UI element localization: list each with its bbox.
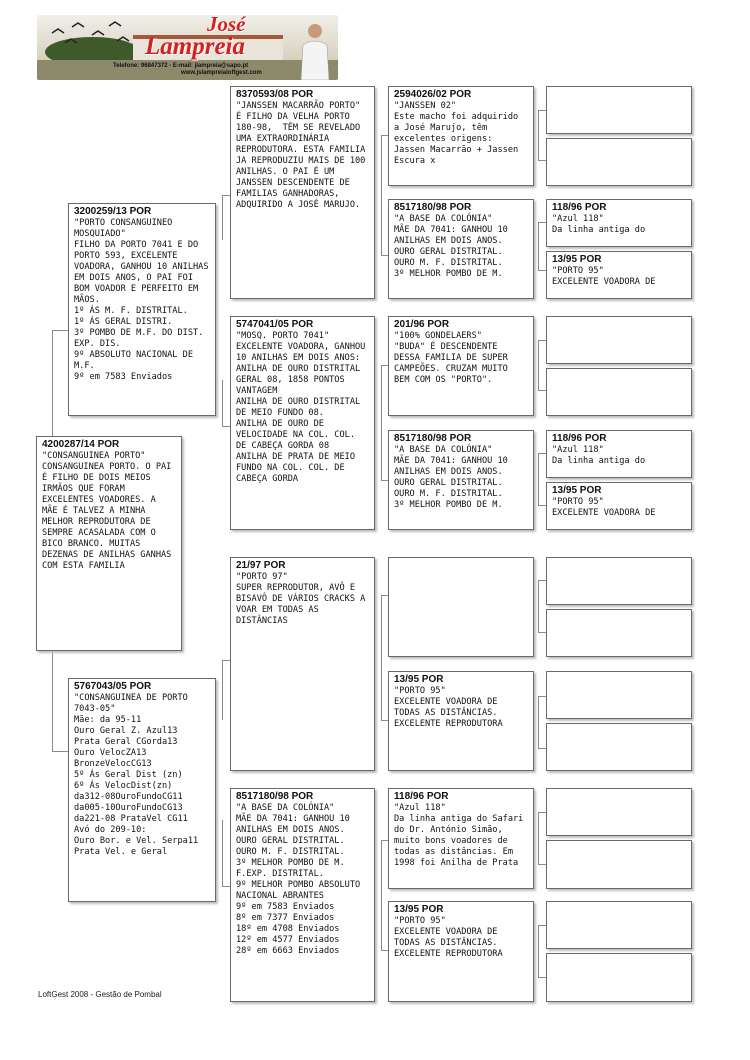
ring-number: 13/95 POR (552, 485, 602, 496)
pigeon-card-sds[interactable] (388, 316, 534, 416)
pigeon-description: "PORTO 97" SUPER REPRODUTOR, AVÔ E BISAVÔ DE VÁRIOS CRACKS A VOAR EM TODAS AS DISTÂNCIAS (236, 572, 366, 626)
pigeon-card-ddd[interactable] (388, 901, 534, 1002)
pigeon-card-gen4-empty[interactable] (546, 723, 692, 771)
pigeon-description: "CONSANGUINEA DE PORTO 7043-05" Mãe: da 95-11 Ouro Geral Z. Azul13 Prata Geral CGorda13 Ouro VelocZA13 BronzeVelocCG13 5º Ás Geral Dist (zn) 6º Ás VelocDist(zn) da312-08OuroFundoCG11 da005-10OuroFundoCG13 da221-08 PrataVel CG11 Avó do 209-10: Ouro Bor. e Vel. Serpa11 Prata Vel. e Geral (74, 693, 199, 857)
ring-number: 3200259/13 POR (74, 206, 152, 217)
pigeon-card-gen4-empty[interactable] (546, 316, 692, 364)
footer-credit: LoftGest 2008 - Gestão de Pombal (38, 990, 162, 999)
pigeon-card-gen4-empty[interactable] (546, 368, 692, 416)
logo-contact (113, 63, 262, 77)
ring-number: 13/95 POR (394, 904, 444, 915)
ring-number: 21/97 POR (236, 560, 286, 571)
ring-number: 118/96 POR (394, 791, 449, 802)
logo-person-image (299, 21, 331, 80)
pigeon-description: "Azul 118" Da linha antiga do (552, 214, 646, 235)
pigeon-card-ssd[interactable] (388, 199, 534, 299)
pigeon-description: "PORTO 95" EXCELENTE VOADORA DE TODAS AS DISTÂNCIAS. EXCELENTE REPRODUTORA (394, 916, 503, 959)
pigeon-card-sire[interactable] (68, 203, 216, 416)
ring-number: 4200287/14 POR (42, 439, 120, 450)
pigeon-card-gen4-empty[interactable] (546, 671, 692, 719)
pigeon-card-ssdd[interactable] (546, 251, 692, 299)
pigeon-description: "100% GONDELAERS" "BUDA" É DESCENDENTE DESSA FAMILIA DE SUPER CAMPEÕES. CRUZAM MUITO BEM COM OS "PORTO". (394, 331, 508, 385)
pigeon-card-dss-empty[interactable] (388, 557, 534, 657)
pigeon-description: "PORTO CONSANGUINEO MOSQUIADO" FILHO DA PORTO 7041 E DO PORTO 593, EXCELENTE VOADORA, GANHOU 10 ANILHAS EM DOIS ANOS, O PAI FOI BOM VOADOR E PERFEITO EM MÃOS. 1º ÁS M. F. DISTRITAL. 1º ÁS GERAL DISTRI. 3º POMBO DE M.F. DO DIST. EXP. DIS. 9º ABSOLUTO NACIONAL DE M.F. 9º em 7583 Enviados (74, 218, 209, 382)
pigeon-card-gen4-empty[interactable] (546, 788, 692, 836)
pigeon-card-gen4-empty[interactable] (546, 86, 692, 134)
pigeon-description: "A BASE DA COLÓNIA" MÃE DA 7041: GANHOU 10 ANILHAS EM DOIS ANOS. OURO GERAL DISTRITAL. OURO M. F. DISTRITAL. 3º MELHOR POMBO DE M. (394, 214, 508, 279)
ring-number: 5747041/05 POR (236, 319, 314, 330)
ring-number: 13/95 POR (552, 254, 602, 265)
ring-number: 13/95 POR (394, 674, 444, 685)
pigeon-card-gen4-empty[interactable] (546, 609, 692, 657)
pigeon-description: "JANSSEN MACARRÃO PORTO" É FILHO DA VELHA PORTO 180-98, TÊM SE REVELADO UMA EXTRAORDINÁRIA REPRODUTORA. ESTA FAMILIA JA REPRODUZIU MAIS DE 100 ANILHAS. O PAI É UM JANSSEN DESCENDENTE DE FAMILIAS GANHADORAS, ADQUIRIDO A JOSÉ MARUJO. (236, 101, 366, 210)
logo-contact-website: www.jslampreialoftgest.com (181, 70, 262, 76)
pigeon-description: "PORTO 95" EXCELENTE VOADORA DE (552, 266, 656, 287)
breeder-logo (37, 15, 338, 80)
pigeon-card-dam-dam[interactable] (230, 788, 375, 1002)
logo-last-name: Lampreia (145, 33, 245, 60)
logo-contact-phone-email: Telefone: 96847372 - E-mail: jlampreia@sapo.pt (113, 63, 249, 69)
pigeon-card-sdds[interactable] (546, 430, 692, 478)
pigeon-card-dds[interactable] (388, 788, 534, 889)
ring-number: 118/96 POR (552, 202, 607, 213)
pigeon-card-ssds[interactable] (546, 199, 692, 247)
pigeon-card-dsd[interactable] (388, 671, 534, 771)
pigeon-description: "PORTO 95" EXCELENTE VOADORA DE (552, 497, 656, 518)
pigeon-description: "Azul 118" Da linha antiga do Safari do Dr. António Simão, muito bons voadores de todas as distâncias. Em 1998 foi Anilha de Prata (394, 803, 524, 868)
pigeon-card-dam[interactable] (68, 678, 216, 902)
pigeon-description: "JANSSEN 02" Este macho foi adquirido a José Marujo, têm excelentes origens: Jassen Macarrão + Jassen Escura x (394, 101, 519, 166)
pigeon-card-gen4-empty[interactable] (546, 840, 692, 889)
logo-birds (47, 21, 137, 51)
pigeon-card-dam-sire[interactable] (230, 557, 375, 771)
pigeon-description: "MOSQ. PORTO 7041" EXCELENTE VOADORA, GANHOU 10 ANILHAS EM DOIS ANOS: ANILHA DE OURO DISTRITAL GERAL 08, 1858 PONTOS VANTAGEM ANILHA DE OURO DISTRITAL DE MEIO FUNDO 08. ANILHA DE OURO DE VELOCIDADE NA COL. COL. DE CABEÇA GORDA 08 ANILHA DE PRATA DE MEIO FUNDO NA COL. COL. DE CABEÇA GORDA (236, 331, 366, 484)
pigeon-card-sdd[interactable] (388, 430, 534, 530)
pigeon-card-gen4-empty[interactable] (546, 953, 692, 1002)
ring-number: 8517180/98 POR (236, 791, 314, 802)
pigeon-card-sddd[interactable] (546, 482, 692, 530)
ring-number: 8517180/98 POR (394, 202, 472, 213)
pigeon-card-gen4-empty[interactable] (546, 901, 692, 949)
pigeon-description: "A BASE DA COLÓNIA" MÃE DA 7041: GANHOU 10 ANILHAS EM DOIS ANOS. OURO GERAL DISTRITAL. OURO M. F. DISTRITAL. 3º MELHOR POMBO DE M. F.EXP. DISTRITAL. 9º MELHOR POMBO ABSOLUTO NACIONAL ABRANTES 9º em 7583 Enviados 8º em 7377 Enviados 18º em 4708 Enviados 12º em 4577 Enviados 28º em 6663 Enviados (236, 803, 361, 956)
ring-number: 5767043/05 POR (74, 681, 152, 692)
ring-number: 2594026/02 POR (394, 89, 472, 100)
pigeon-description: "Azul 118" Da linha antiga do (552, 445, 646, 466)
ring-number: 118/96 POR (552, 433, 607, 444)
ring-number: 8517180/98 POR (394, 433, 472, 444)
pigeon-description: "A BASE DA COLÓNIA" MÃE DA 7041: GANHOU 10 ANILHAS EM DOIS ANOS. OURO GERAL DISTRITAL. OURO M. F. DISTRITAL. 3º MELHOR POMBO DE M. (394, 445, 508, 510)
pigeon-description: "PORTO 95" EXCELENTE VOADORA DE TODAS AS DISTÂNCIAS. EXCELENTE REPRODUTORA (394, 686, 503, 729)
pigeon-card-subject[interactable] (36, 436, 182, 651)
pigeon-card-sire-sire[interactable] (230, 86, 375, 299)
ring-number: 201/96 POR (394, 319, 450, 330)
pigeon-card-sss[interactable] (388, 86, 534, 186)
pigeon-card-gen4-empty[interactable] (546, 557, 692, 605)
pigeon-description: "CONSANGUINEA PORTO" CONSANGUINEA PORTO. O PAI É FILHO DE DOIS MEIOS IRMÃOS QUE FORAM EXCELENTES VOADORES. A MÃE É TALVEZ A MINHA MELHOR REPRODUTORA DE SEMPRE ACASALADA COM O BICO BRANCO. MUITAS DEZENAS DE ANILHAS GANHAS COM ESTA FAMILIA (42, 451, 172, 571)
ring-number: 8370593/08 POR (236, 89, 314, 100)
logo-first-name: José (207, 15, 246, 36)
pigeon-card-sire-dam[interactable] (230, 316, 375, 530)
pigeon-card-gen4-empty[interactable] (546, 138, 692, 186)
